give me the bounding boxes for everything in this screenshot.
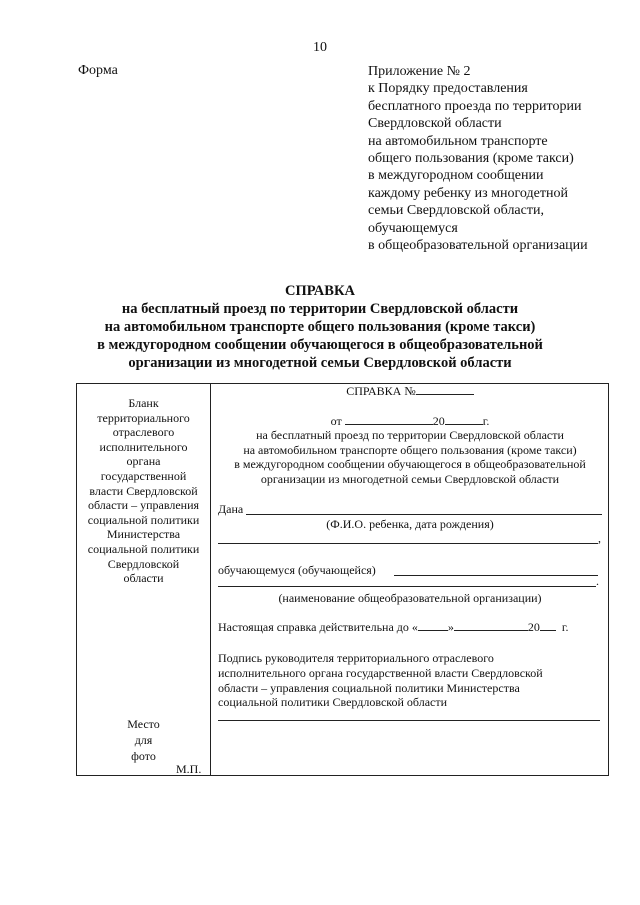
date-year-label: 20 bbox=[432, 414, 445, 428]
page-number: 10 bbox=[313, 40, 327, 55]
appendix-line: на автомобильном транспорте bbox=[368, 133, 548, 149]
appendix-line: к Порядку предоставления bbox=[368, 81, 528, 97]
validity-year-label: 20 bbox=[527, 620, 540, 634]
description-line: на бесплатный проезд по территории Свердловской области bbox=[256, 428, 564, 442]
blank-line: государственной bbox=[100, 468, 187, 483]
signature-line: социальной политики Свердловской области bbox=[218, 695, 448, 710]
description-line: в междугородном сообщении обучающегося в общеобразовательной bbox=[234, 457, 586, 472]
signature-line: исполнительного органа государственной власти Свердловской bbox=[218, 665, 543, 680]
line-period: . bbox=[596, 574, 599, 588]
appendix-line: каждому ребенку из многодетной bbox=[368, 185, 568, 201]
appendix-line: обучающемуся bbox=[368, 220, 458, 236]
appendix-line: бесплатного проезда по территории bbox=[368, 98, 582, 114]
photo-placeholder bbox=[77, 716, 210, 764]
validity-day-field[interactable] bbox=[418, 620, 448, 631]
appendix-line: Свердловской области bbox=[368, 116, 502, 132]
blank-line: Министерства bbox=[106, 527, 181, 542]
validity-line bbox=[218, 620, 568, 635]
validity-year-field[interactable] bbox=[540, 620, 556, 631]
blank-line: Бланк bbox=[128, 396, 159, 410]
blank-line: исполнительного bbox=[99, 439, 188, 454]
student-label: обучающемуся (обучающейся) bbox=[218, 563, 376, 577]
certificate-number bbox=[211, 384, 609, 399]
title-line: на бесплатный проезд по территории Свердловской области bbox=[121, 301, 519, 317]
description-line: на автомобильном транспорте общего пользования (кроме такси) bbox=[243, 442, 577, 457]
blank-line: территориального bbox=[97, 410, 190, 425]
child-name-field[interactable] bbox=[246, 514, 602, 515]
appendix-line: семьи Свердловской области, bbox=[368, 203, 544, 219]
validity-prefix: Настоящая справка действительна до « bbox=[218, 620, 418, 634]
appendix-line: в междугородном сообщении bbox=[368, 168, 544, 184]
line-comma: , bbox=[598, 531, 601, 545]
issued-to-label: Дана bbox=[218, 502, 244, 516]
blank-line: социальной политики bbox=[87, 512, 200, 527]
photo-line: фото bbox=[131, 749, 156, 763]
signature-block bbox=[218, 651, 543, 710]
title-line: организации из многодетной семьи Свердловской области bbox=[128, 355, 512, 371]
appendix-line: в общеобразовательной организации bbox=[368, 238, 588, 254]
document-title bbox=[0, 282, 640, 372]
appendix-block bbox=[368, 63, 588, 254]
blank-line: власти Свердловской bbox=[89, 483, 198, 498]
date-suffix: г. bbox=[482, 414, 490, 428]
stamp-label: М.П. bbox=[176, 762, 202, 776]
certificate-number-field[interactable] bbox=[416, 384, 474, 395]
blank-line: органа bbox=[126, 454, 161, 469]
blank-line: отраслевого bbox=[112, 425, 175, 440]
school-field-line2[interactable] bbox=[218, 586, 596, 587]
date-field[interactable] bbox=[345, 414, 433, 425]
signature-line: Подпись руководителя территориального отраслевого bbox=[218, 651, 494, 665]
title-line: на автомобильном транспорте общего пользования (кроме такси) bbox=[104, 319, 536, 335]
validity-month-field[interactable] bbox=[454, 620, 528, 631]
blank-line: Свердловской bbox=[107, 556, 180, 571]
certificate-date bbox=[211, 414, 609, 429]
certificate-number-label: СПРАВКА № bbox=[346, 384, 416, 398]
date-from-label: от bbox=[330, 414, 342, 428]
child-caption: (Ф.И.О. ребенка, дата рождения) bbox=[326, 517, 494, 531]
photo-line: Место bbox=[127, 717, 160, 731]
photo-line: для bbox=[134, 733, 153, 747]
child-name-field-line2[interactable] bbox=[218, 543, 598, 544]
school-caption: (наименование общеобразовательной организации) bbox=[278, 591, 542, 605]
blank-line: области – управления bbox=[87, 498, 200, 513]
date-year-field[interactable] bbox=[445, 414, 483, 425]
issuer-blank-label bbox=[77, 396, 210, 586]
appendix-line: общего пользования (кроме такси) bbox=[368, 151, 574, 167]
description-line: организации из многодетной семьи Свердловской области bbox=[260, 471, 560, 486]
blank-line: социальной политики bbox=[87, 541, 200, 556]
school-field[interactable] bbox=[394, 575, 598, 576]
form-label: Форма bbox=[78, 63, 118, 78]
title-heading: СПРАВКА bbox=[285, 283, 355, 299]
signature-line: области – управления социальной политики Министерства bbox=[218, 680, 520, 695]
appendix-line: Приложение № 2 bbox=[368, 64, 471, 79]
signature-field[interactable] bbox=[218, 720, 600, 721]
validity-mid: » bbox=[447, 620, 454, 634]
validity-suffix: г. bbox=[561, 620, 569, 634]
certificate-description bbox=[211, 428, 609, 486]
title-line: в междугородном сообщении обучающегося в общеобразовательной bbox=[97, 337, 543, 353]
blank-line: области bbox=[123, 571, 164, 586]
